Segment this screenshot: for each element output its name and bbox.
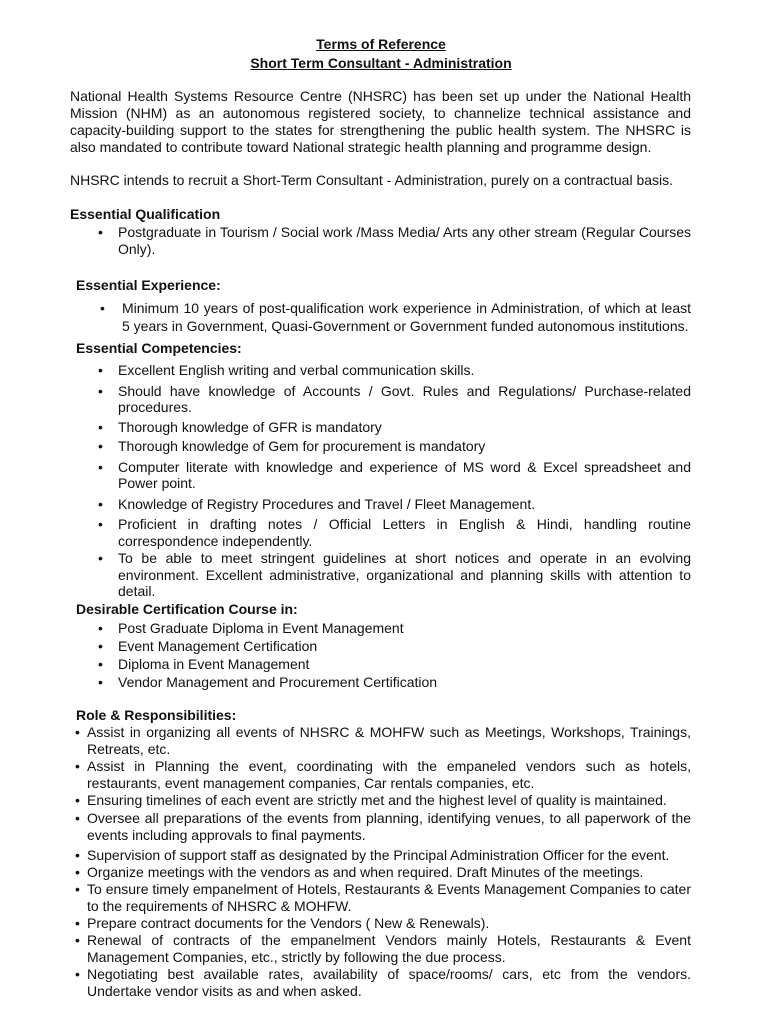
list-item: • Postgraduate in Tourism / Social work /Mass Media/ Arts any other stream (Regular Courses Only). bbox=[98, 224, 691, 257]
list-item: • Excellent English writing and verbal communication skills. bbox=[98, 362, 475, 378]
bullet-icon: • bbox=[98, 458, 103, 475]
list-item: • Ensuring timelines of each event are strictly met and the highest level of quality is maintained. bbox=[75, 792, 667, 808]
bullet-icon: • bbox=[75, 915, 80, 931]
list-item: • Diploma in Event Management bbox=[98, 656, 310, 672]
bullet-icon: • bbox=[75, 847, 80, 863]
list-item: • Prepare contract documents for the Vendors ( New & Renewals). bbox=[75, 915, 490, 931]
list-item: • Assist in Planning the event, coordinating with the empaneled vendors such as hotels, restaurants, event management companies, Car rentals companies, etc. bbox=[75, 758, 691, 791]
certification-list bbox=[98, 619, 691, 691]
list-item: • Should have knowledge of Accounts / Govt. Rules and Regulations/ Purchase-related procedures. bbox=[98, 382, 691, 415]
bullet-icon: • bbox=[98, 382, 103, 399]
bullet-icon: • bbox=[98, 550, 103, 566]
intro-paragraph: National Health Systems Resource Centre (NHSRC) has been set up under the National Health Mission (NHM) as an autonomous registered society, to channelize technical assistance and capacity-building support to the states for strengthening the public health system. The NHSRC is also mandated to contribute toward National strategic health planning and programme design. bbox=[70, 88, 691, 155]
list-item: • Oversee all preparations of the events from planning, identifying venues, to all paperwork of the events including approvals to final payments. bbox=[75, 810, 691, 843]
roles-list bbox=[75, 724, 691, 1000]
bullet-icon: • bbox=[98, 224, 103, 240]
bullet-icon: • bbox=[98, 495, 103, 512]
list-item: • Assist in organizing all events of NHSRC & MOHFW such as Meetings, Workshops, Trainings, Retreats, etc. bbox=[75, 724, 691, 757]
qualification-list bbox=[98, 224, 691, 258]
intent-paragraph: NHSRC intends to recruit a Short-Term Consultant - Administration, purely on a contractual basis. bbox=[70, 172, 674, 188]
bullet-icon: • bbox=[75, 966, 80, 982]
experience-list bbox=[100, 299, 691, 335]
bullet-icon: • bbox=[98, 362, 103, 378]
document-subtitle: Short Term Consultant - Administration bbox=[250, 55, 512, 71]
list-item: • Event Management Certification bbox=[98, 638, 318, 654]
list-item: • Vendor Management and Procurement Certification bbox=[98, 674, 438, 690]
bullet-icon: • bbox=[75, 758, 80, 774]
bullet-icon: • bbox=[98, 674, 103, 690]
list-item: • Post Graduate Diploma in Event Management bbox=[98, 620, 404, 636]
experience-heading: Essential Experience: bbox=[76, 277, 221, 293]
list-item: • Organize meetings with the vendors as and when required. Draft Minutes of the meetings. bbox=[75, 864, 644, 880]
competencies-list bbox=[98, 362, 691, 600]
bullet-icon: • bbox=[75, 810, 80, 826]
list-item: • Knowledge of Registry Procedures and Travel / Fleet Management. bbox=[98, 495, 536, 512]
bullet-icon: • bbox=[98, 418, 103, 435]
list-item: • Thorough knowledge of GFR is mandatory bbox=[98, 418, 382, 435]
list-item: • To ensure timely empanelment of Hotels, Restaurants & Events Management Companies to cater to the requirements of NHSRC & MOHFW. bbox=[75, 881, 691, 914]
bullet-icon: • bbox=[98, 516, 103, 532]
bullet-icon: • bbox=[75, 932, 80, 948]
list-item: • Negotiating best available rates, availability of space/rooms/ cars, etc from the vendors. Undertake vendor visits as and when asked. bbox=[75, 966, 691, 999]
bullet-icon: • bbox=[75, 724, 80, 740]
bullet-icon: • bbox=[98, 438, 103, 454]
certification-heading: Desirable Certification Course in: bbox=[76, 601, 298, 617]
bullet-icon: • bbox=[100, 300, 105, 316]
bullet-icon: • bbox=[98, 620, 103, 636]
roles-heading: Role & Responsibilities: bbox=[76, 707, 237, 723]
qualification-heading: Essential Qualification bbox=[70, 206, 221, 222]
list-item: • Supervision of support staff as designated by the Principal Administration Officer for the event. bbox=[75, 847, 670, 863]
competencies-heading: Essential Competencies: bbox=[76, 340, 242, 356]
bullet-icon: • bbox=[98, 656, 103, 672]
list-item: • To be able to meet stringent guidelines at short notices and operate in an evolving environment. Excellent administrative, organizational and planning skills with attention to detail. bbox=[98, 550, 691, 599]
list-item: • Proficient in drafting notes / Official Letters in English & Hindi, handling routine correspondence independently. bbox=[98, 516, 691, 549]
bullet-icon: • bbox=[75, 792, 80, 808]
document-title: Terms of Reference bbox=[316, 36, 446, 52]
list-item: • Computer literate with knowledge and experience of MS word & Excel spreadsheet and Power point. bbox=[98, 458, 691, 491]
list-item: • Minimum 10 years of post-qualification work experience in Administration, of which at least 5 years in Government, Quasi-Government or Government funded autonomous institutions. bbox=[100, 300, 691, 334]
bullet-icon: • bbox=[75, 864, 80, 880]
bullet-icon: • bbox=[75, 881, 80, 897]
list-item: • Thorough knowledge of Gem for procurement is mandatory bbox=[98, 438, 486, 454]
list-item: • Renewal of contracts of the empanelment Vendors mainly Hotels, Restaurants & Event Management Companies, etc., strictly by following the due process. bbox=[75, 932, 691, 965]
bullet-icon: • bbox=[98, 638, 103, 654]
